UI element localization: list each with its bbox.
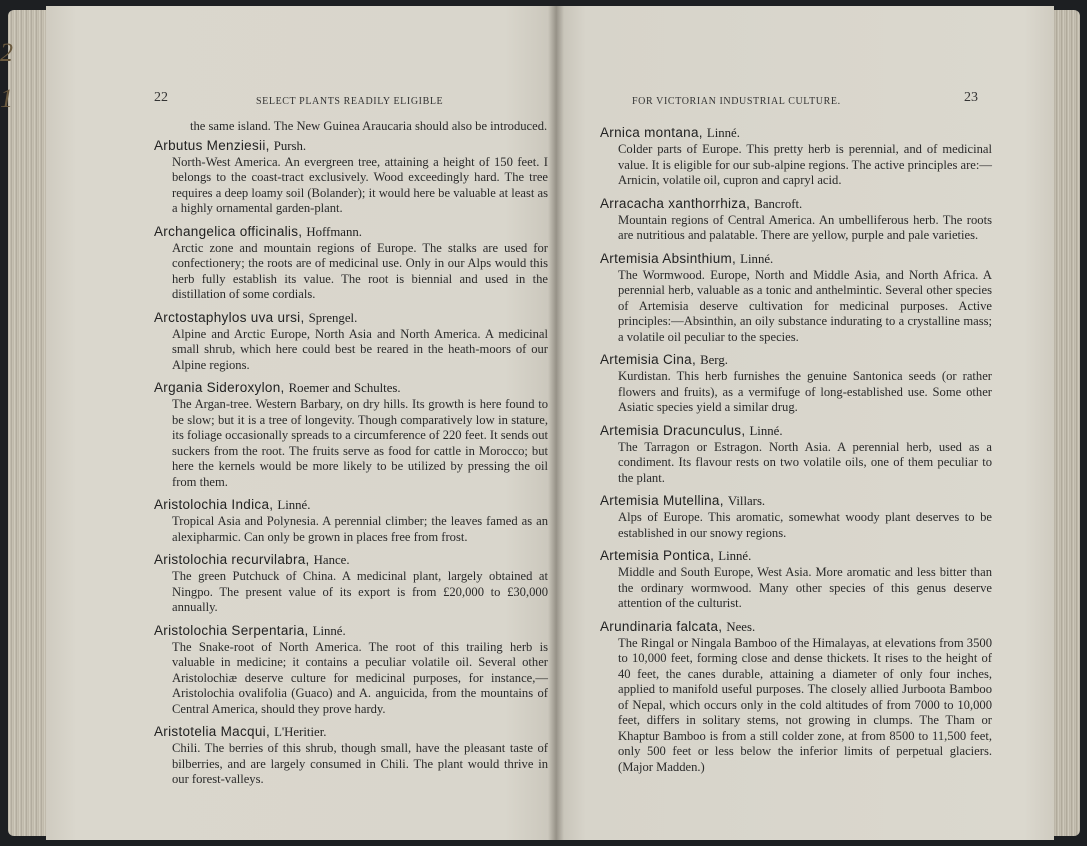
entry-description: The Tarragon or Estragon. North Asia. A perennial herb, used as a condiment. Its flavour rests on two volatile oils, one of them peculiar to the plant.: [618, 439, 992, 485]
entry-description: Kurdistan. This herb furnishes the genuine Santonica seeds (or rather flowers and fruits), as a vermifuge of long-established use. Some other Asiatic species yield a similar drug.: [618, 369, 992, 414]
plant-entry: [600, 618, 992, 776]
species-authority: Sprengel.: [308, 310, 358, 325]
margin-mark: 2: [0, 38, 13, 67]
plant-entry: [154, 137, 548, 217]
species-authority: Linné.: [718, 549, 752, 563]
entry-heading: [154, 137, 548, 155]
left-text-column: [154, 119, 548, 794]
species-name: Argania Sideroxylon,: [154, 380, 285, 395]
page-stack-right: [1050, 10, 1080, 836]
plant-entry: [154, 223, 548, 303]
species-authority: Linné.: [740, 251, 774, 266]
species-name: Artemisia Dracunculus,: [600, 422, 746, 438]
plant-entry: [154, 723, 548, 788]
species-authority: Linné.: [749, 423, 783, 438]
book-gutter: [548, 6, 564, 840]
entry-description: Chili. The berries of this shrub, though small, have the pleasant taste of bilberries, and are largely consumed in Chili. The plant would thrive in our forest-valleys.: [172, 741, 548, 786]
entry-heading: [154, 223, 548, 241]
species-authority: Berg.: [700, 353, 728, 367]
plant-entry: [154, 496, 548, 545]
species-name: Artemisia Cina,: [600, 352, 697, 367]
species-name: Arctostaphylos uva ursi,: [154, 309, 305, 325]
species-authority: Bancroft.: [754, 196, 803, 211]
entry-description: Arctic zone and mountain regions of Europe. The stalks are used for confectionery; the roots are of medicinal use. Only in our Alps would this herb fully establish its value. The root is biennial and used in the distillation of some cordials.: [172, 240, 548, 301]
plant-entry: [600, 124, 992, 189]
species-name: Arundinaria falcata,: [600, 618, 723, 634]
species-authority: Linné.: [706, 126, 740, 140]
plant-entry: [600, 250, 992, 346]
species-authority: Roemer and Schultes.: [288, 381, 401, 395]
entry-heading: [154, 309, 548, 327]
species-authority: Nees.: [726, 619, 756, 634]
entry-description: Tropical Asia and Polynesia. A perennial climber; the leaves famed as an alexipharmic. Can only be grown in places free from frost.: [172, 514, 548, 544]
entry-description: Alpine and Arctic Europe, North Asia and North America. A medicinal small shrub, which here could best be reared in the heath-moors of our Alpine regions.: [172, 326, 548, 372]
left-page-number: 22: [154, 90, 168, 105]
entry-description: Alps of Europe. This aromatic, somewhat woody plant deserves to be established in our snowy regions.: [618, 510, 992, 540]
entry-description: The Wormwood. Europe, North and Middle Asia, and North Africa. A perennial herb, valuable as a tonic and anthelmintic. Several other species of Artemisia deserve cultivation for medicinal purposes. Active principles:—Absinthin, an oily substance indurating to a crystalline mass; a volatile oil peculiar to the species.: [618, 267, 992, 344]
entry-description: The Ringal or Ningala Bamboo of the Himalayas, at elevations from 3500 to 10,000 feet, forming close and dense thickets. It rises to the height of 40 feet, the canes durable, attaining a diameter of only four inches, applied to manifold useful purposes. The closely allied Jurboota Bamboo of Nepal, which occurs only in the cold altitudes of from 7000 to 10,000 feet, differs in solitary stems, not growing in clumps. The Tham or Khaptur Bamboo is from a still colder zone, at from 8500 to 11,500 feet, only 500 feet or less below the inferior limits of perpetual glaciers. (Major Madden.): [618, 635, 992, 774]
plant-entry: [600, 547, 992, 612]
species-authority: Linné.: [312, 623, 346, 638]
margin-annotations: [0, 30, 13, 122]
entry-heading: [154, 551, 548, 569]
species-name: Aristotelia Macqui,: [154, 724, 270, 739]
entry-heading: [600, 618, 992, 636]
entry-description: The green Putchuck of China. A medicinal plant, largely obtained at Ningpo. The present value of its export is from £20,000 to £30,000 annually.: [172, 569, 548, 614]
species-name: Aristolochia Serpentaria,: [154, 622, 309, 638]
species-name: Artemisia Absinthium,: [600, 250, 737, 266]
entry-description: The Argan-tree. Western Barbary, on dry hills. Its growth is here found to be slow; but it is a tree of longevity. Though comparatively low in stature, its foliage occasionally spreads to a circumference of 220 feet. It sends out suckers from the root. The fruits serve as food for cattle in Morocco; but here the kernels would be more likely to be utilized by pressing the oil from them.: [172, 397, 548, 489]
margin-mark: 1: [0, 84, 13, 113]
entry-heading: [600, 547, 992, 565]
entry-heading: [154, 496, 548, 514]
plant-entry: [600, 351, 992, 416]
plant-entry: [600, 492, 992, 541]
species-name: Aristolochia Indica,: [154, 497, 274, 512]
species-name: Artemisia Mutellina,: [600, 493, 724, 508]
continuation-text: the same island. The New Guinea Araucaria should also be introduced.: [190, 119, 548, 133]
right-running-head: FOR VICTORIAN INDUSTRIAL CULTURE.: [632, 96, 841, 107]
plant-entry: [154, 622, 548, 718]
entry-description: Colder parts of Europe. This pretty herb is perennial, and of medicinal value. It is eligible for our sub-alpine regions. The active principles are:—Arnicin, volatile oil, cupron and capryl acid.: [618, 142, 992, 187]
left-page: [46, 6, 556, 840]
entry-description: Middle and South Europe, West Asia. More aromatic and less bitter than the ordinary wormwood. Many other species of this genus deserve attention of the culturist.: [618, 565, 992, 610]
species-authority: Villars.: [727, 494, 766, 508]
species-name: Aristolochia recurvilabra,: [154, 552, 310, 567]
species-authority: Hoffmann.: [306, 224, 362, 239]
right-text-column: [600, 124, 992, 781]
plant-entry: [154, 551, 548, 616]
entry-heading: [600, 492, 992, 510]
plant-entry: [600, 195, 992, 244]
plant-entry: [600, 422, 992, 487]
entry-heading: [600, 422, 992, 440]
species-authority: L'Heritier.: [274, 725, 327, 739]
plant-entry: [154, 379, 548, 490]
entry-heading: [154, 622, 548, 640]
species-name: Arbutus Menziesii,: [154, 137, 270, 153]
species-name: Archangelica officinalis,: [154, 223, 303, 239]
entry-heading: [600, 351, 992, 369]
entry-description: North-West America. An evergreen tree, attaining a height of 150 feet. I belongs to the coast-tract exclusively. Wood exceedingly hard. The tree requires a deep loamy soil (Bolander); it would here be valuable at least as a highly ornamental garden-plant.: [172, 154, 548, 215]
species-name: Artemisia Pontica,: [600, 548, 715, 563]
entry-heading: [600, 124, 992, 142]
entry-heading: [154, 379, 548, 397]
entry-heading: [154, 723, 548, 741]
right-page: [556, 6, 1054, 840]
entry-description: Mountain regions of Central America. An umbelliferous herb. The roots are nutritious and palatable. There are yellow, purple and pale varieties.: [618, 212, 992, 242]
right-page-number: 23: [964, 90, 978, 105]
entry-description: The Snake-root of North America. The root of this trailing herb is valuable in medicine; it contains a peculiar volatile oil. Several other Aristolochiæ deserve culture for medicinal purposes, for instance,—Aristolochia ovalifolia (Guaco) and A. anguicida, from the mountains of Central America, should they prove hardy.: [172, 639, 548, 716]
plant-entry: [154, 309, 548, 374]
entry-heading: [600, 195, 992, 213]
species-name: Arracacha xanthorrhiza,: [600, 195, 751, 211]
left-running-head: SELECT PLANTS READILY ELIGIBLE: [256, 96, 444, 107]
species-authority: Pursh.: [273, 138, 307, 153]
species-authority: Linné.: [277, 498, 311, 512]
species-authority: Hance.: [313, 553, 350, 567]
entry-heading: [600, 250, 992, 268]
species-name: Arnica montana,: [600, 125, 703, 140]
open-book: [8, 6, 1080, 840]
